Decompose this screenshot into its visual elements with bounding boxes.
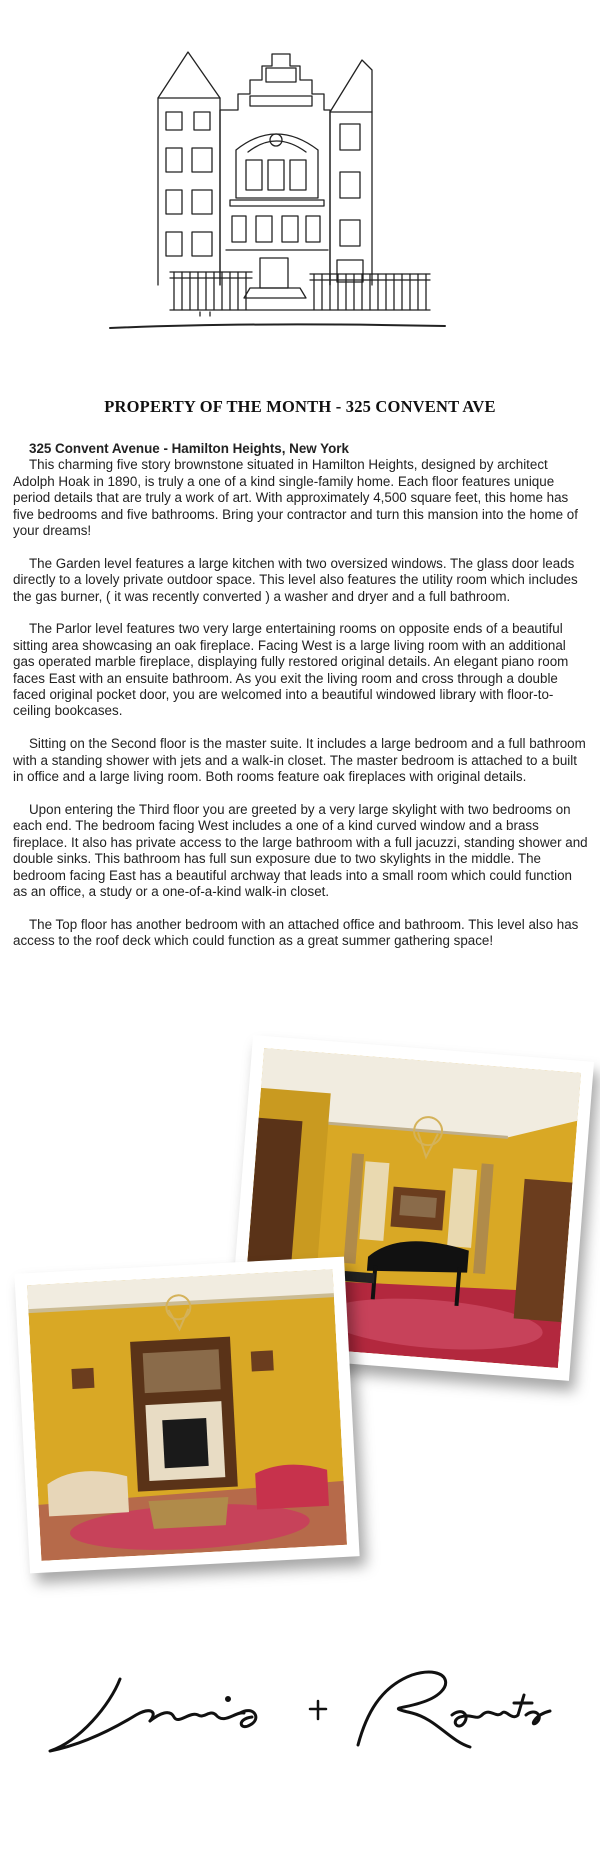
article-body (13, 441, 589, 966)
page-title: PROPERTY OF THE MONTH - 325 CONVENT AVE (104, 397, 496, 416)
paragraph: The Parlor level features two very large entertaining rooms on opposite ends of a beautiful sitting area showcasing an oak fireplace. Facing West is a large living room with an additional gas operated marble fireplace, displaying fully restored original details. An elegant piano room faces East with an ensuite bathroom. As you exit the living room and cross through a double faced original pocket door, you are welcomed into a beautiful windowed library with floor-to-ceiling bookcases. (13, 621, 569, 719)
paragraph: The Top floor has another bedroom with an attached office and bathroom. This level also has access to the roof deck which could function as a great summer gathering space! (13, 916, 579, 949)
paragraph: Sitting on the Second floor is the master suite. It includes a large bedroom and a full bathroom with a standing shower with jets and a walk-in closet. The master bedroom is attached to a built in office and a large living room. Both rooms feature oak fireplaces with original details. (13, 736, 586, 785)
living-room-fireplace-photo-icon (27, 1269, 347, 1561)
paragraph: The Garden level features a large kitchen with two oversized windows. The glass door leads directly to a lovely private outdoor space. This level also features the utility room which includes the gas burner, ( it was recently converted ) a washer and dryer and a full bathroom. (13, 555, 578, 604)
handwritten-signature-icon (40, 1655, 560, 1775)
living-room-photo (14, 1257, 359, 1574)
article-subheading: 325 Convent Avenue - Hamilton Heights, New York (29, 441, 349, 456)
brownstone-sketch-icon (100, 40, 500, 340)
paragraph: This charming five story brownstone situated in Hamilton Heights, designed by architect Adolph Hoak in 1890, is truly a one of a kind single-family home. Each floor features unique period details that are truly a work of art. With approximately 4,500 square feet, this home has five bedrooms and five bathrooms. Bring your contractor and turn this mansion into the home of your dreams! (13, 457, 578, 539)
paragraph: Upon entering the Third floor you are greeted by a very large skylight with two bedrooms on each end. The bedroom facing West includes a one of a kind curved window and a brass fireplace. It also has private access to the large bathroom with a full jacuzzi, standing shower and double sinks. This bathroom has full sun exposure due to two skylights in the middle. The bedroom facing East has a beautiful archway that leads into a small room which could function as an office, a study or a one-of-a-kind walk-in closet. (13, 801, 588, 899)
